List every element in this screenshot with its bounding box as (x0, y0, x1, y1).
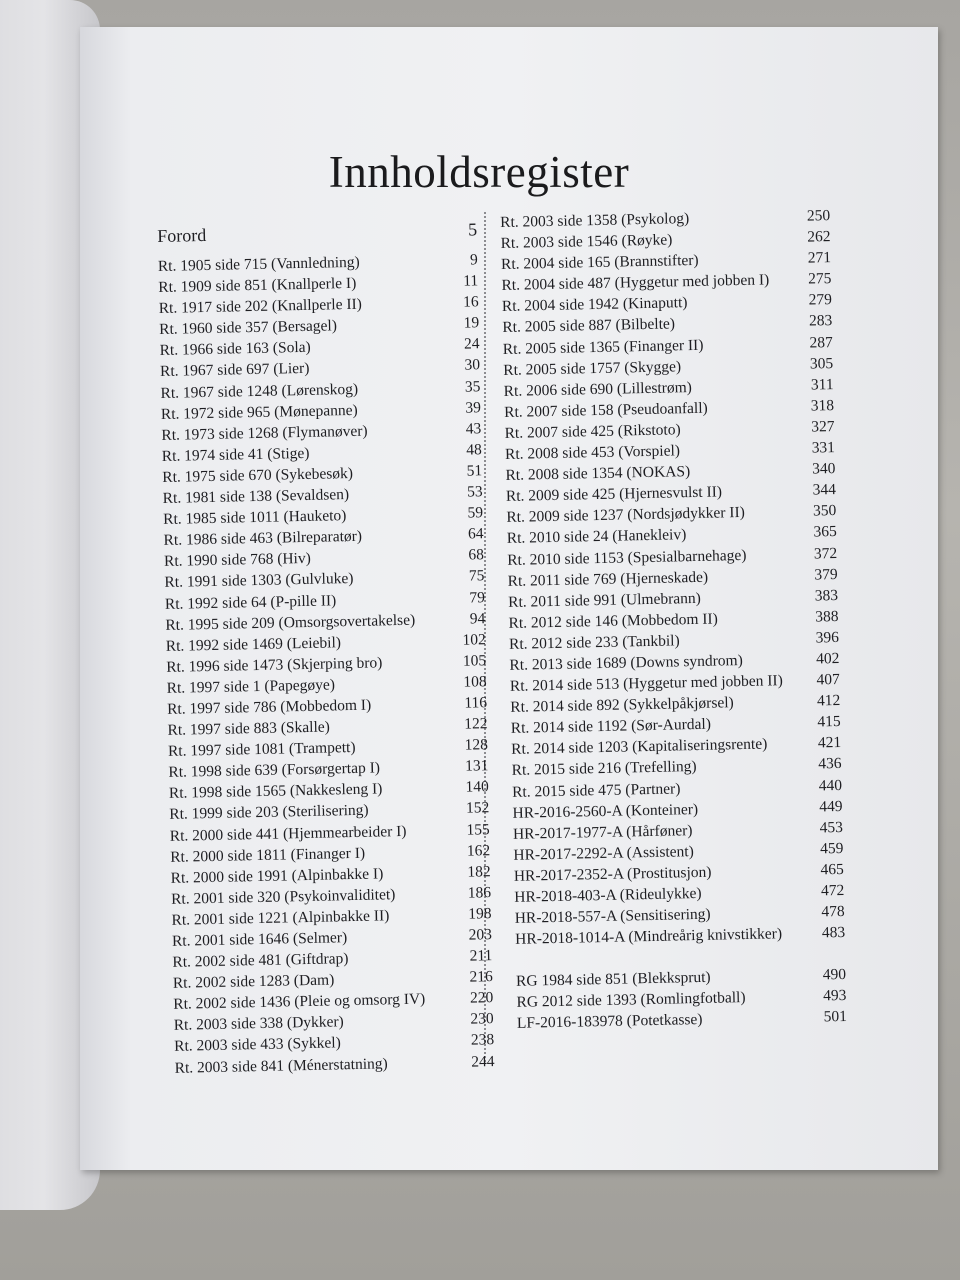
entry-title: Rt. 2003 side 338 (Dykker) (173, 1013, 344, 1035)
toc-right-column (500, 207, 847, 1036)
entry-title: Rt. 2008 side 453 (Vorspiel) (504, 442, 681, 463)
entry-page-number: 19 (463, 314, 480, 332)
entry-title: HR-2017-1977-A (Hårføner) (512, 821, 693, 843)
entry-title: Rt. 2000 side 1811 (Finanger I) (170, 844, 366, 866)
entry-page-number: 327 (811, 417, 835, 436)
entry-page-number: 182 (467, 862, 491, 881)
entry-page-number: 478 (821, 903, 845, 921)
entry-page-number: 421 (817, 734, 842, 752)
entry-title: Rt. 1997 side 883 (Skalle) (167, 718, 331, 739)
entry-page-number: 459 (819, 839, 844, 858)
entry-title: Rt. 2014 side 892 (Sykkelpåkjørsel) (510, 694, 734, 717)
entry-page-number: 318 (810, 396, 835, 415)
entry-page-number: 275 (808, 270, 832, 288)
entry-page-number: 152 (465, 799, 490, 818)
entry-title: Rt. 1966 side 163 (Sola) (159, 339, 311, 360)
entry-title: Rt. 2015 side 216 (Trefelling) (511, 758, 697, 780)
entry-page-number: 383 (814, 586, 839, 605)
entry-title: Rt. 1997 side 786 (Mobbedom I) (166, 696, 372, 718)
entry-page-number: 230 (470, 1010, 494, 1028)
entry-title: Rt. 1960 side 357 (Bersagel) (158, 317, 338, 339)
entry-title: Rt. 2003 side 433 (Sykkel) (174, 1034, 341, 1056)
entry-page-number: 128 (464, 736, 489, 754)
entry-title: Rt. 1975 side 670 (Sykebesøk) (162, 464, 354, 486)
entry-page-number: 493 (823, 987, 847, 1005)
entry-title: Rt. 1996 side 1473 (Skjerping bro) (166, 654, 383, 676)
page-title: Innholdsregister (328, 147, 630, 197)
entry-title: Rt. 1905 side 715 (Vannledning) (157, 253, 360, 275)
entry-title: Rt. 1973 side 1268 (Flymanøver) (161, 422, 368, 444)
entry-title: Rt. 1909 side 851 (Knallperle I) (158, 274, 357, 297)
entry-page-number: 287 (809, 333, 833, 352)
entry-title: Rt. 1967 side 1248 (Lørenskog) (160, 380, 359, 402)
entry-page-number: 198 (468, 905, 492, 923)
entry-title: Rt. 1999 side 203 (Sterilisering) (169, 802, 369, 824)
entry-title: Rt. 2004 side 487 (Hyggetur med jobben I) (501, 271, 770, 295)
entry-title: Rt. 2012 side 146 (Mobbedom II) (508, 610, 718, 632)
entry-page-number: 379 (814, 565, 838, 584)
entry-page-number: 39 (465, 398, 482, 417)
entry-page-number: 436 (818, 755, 842, 773)
entry-page-number: 440 (818, 776, 843, 794)
entry-page-number: 51 (466, 462, 483, 480)
entry-title: Rt. 2010 side 1153 (Spesialbarnehage) (507, 546, 747, 569)
entry-page-number: 453 (819, 818, 844, 837)
entry-title: Forord (157, 224, 207, 246)
entry-page-number: 79 (469, 588, 486, 607)
entry-title: Rt. 2007 side 158 (Pseudoanfall) (503, 399, 708, 421)
toc-left-column (157, 219, 495, 1080)
entry-page-number: 35 (464, 377, 481, 396)
entry-page-number: 102 (462, 630, 486, 649)
entry-title: Rt. 2002 side 1283 (Dam) (172, 971, 335, 993)
entry-title: HR-2018-557-A (Sensitisering) (514, 905, 711, 927)
entry-page-number: 283 (808, 312, 833, 331)
entry-title: HR-2017-2352-A (Prostitusjon) (513, 863, 712, 885)
entry-title: Rt. 2009 side 425 (Hjernesvulst II) (505, 483, 723, 506)
entry-title: Rt. 2002 side 481 (Giftdrap) (172, 950, 349, 971)
entry-title: Rt. 2014 side 513 (Hyggetur med jobben II) (509, 672, 783, 695)
entry-page-number: 48 (466, 441, 482, 459)
entry-page-number: 155 (466, 820, 490, 839)
entry-title: Rt. 1998 side 639 (Forsørgertap I) (168, 759, 381, 782)
entry-page-number: 501 (823, 1008, 848, 1026)
entry-title: Rt. 2007 side 425 (Rikstoto) (504, 421, 681, 442)
entry-title: Rt. 2015 side 475 (Partner) (511, 779, 681, 801)
entry-page-number: 311 (810, 375, 834, 394)
entry-title: Rt. 1985 side 1011 (Hauketo) (162, 507, 347, 529)
entry-page-number: 415 (817, 713, 841, 731)
entry-page-number: 131 (464, 757, 489, 775)
entry-page-number: 388 (815, 607, 839, 626)
entry-page-number: 238 (470, 1031, 495, 1050)
entry-page-number: 331 (811, 439, 836, 457)
entry-title: Rt. 2000 side 1991 (Alpinbakke I) (170, 865, 384, 887)
entry-page-number: 203 (468, 926, 493, 944)
entry-title: Rt. 2003 side 1546 (Røyke) (500, 231, 673, 253)
entry-title: Rt. 1992 side 64 (P-pille II) (164, 591, 337, 613)
entry-title: Rt. 2001 side 1221 (Alpinbakke II) (171, 907, 390, 929)
entry-page-number: 186 (467, 883, 492, 902)
entry-page-number: 407 (816, 671, 841, 689)
entry-page-number: 483 (821, 924, 846, 942)
entry-page-number: 64 (467, 525, 484, 543)
entry-title: Rt. 2005 side 1757 (Skygge) (503, 357, 682, 379)
entry-page-number: 271 (807, 249, 832, 267)
entry-title: Rt. 2005 side 1365 (Finanger II) (502, 336, 704, 358)
entry-page-number: 465 (820, 860, 844, 879)
entry-title: Rt. 1974 side 41 (Stige) (161, 444, 310, 465)
entry-title: LF-2016-183978 (Potetkasse) (516, 1011, 703, 1033)
entry-title: HR-2018-1014-A (Mindreårig knivstikker) (515, 925, 783, 949)
entry-title: Rt. 2005 side 887 (Bilbelte) (502, 315, 676, 337)
entry-page-number: 116 (464, 694, 488, 712)
entry-page-number: 11 (463, 272, 479, 290)
entry-title: RG 1984 side 851 (Blekksprut) (515, 969, 711, 991)
entry-page-number: 262 (807, 228, 831, 246)
entry-title: Rt. 1995 side 209 (Omsorgsovertakelse) (165, 611, 416, 634)
entry-page-number: 365 (813, 523, 837, 541)
entry-title: Rt. 1991 side 1303 (Gulvluke) (164, 570, 354, 592)
entry-title: Rt. 2003 side 1358 (Psykolog) (500, 210, 690, 231)
entry-page-number: 350 (812, 502, 837, 520)
entry-title: Rt. 1967 side 697 (Lier) (159, 360, 310, 381)
entry-title: HR-2018-403-A (Rideulykke) (514, 884, 702, 906)
entry-title: Rt. 1972 side 965 (Mønepanne) (160, 401, 358, 423)
entry-title: Rt. 2011 side 769 (Hjerneskade) (507, 568, 709, 590)
entry-title: Rt. 1990 side 768 (Hiv) (163, 550, 311, 571)
entry-page-number: 30 (464, 356, 481, 375)
entry-title: Rt. 2014 side 1192 (Sør-Aurdal) (510, 715, 712, 738)
entry-page-number: 340 (811, 460, 836, 478)
entry-title: HR-2016-2560-A (Konteiner) (512, 800, 699, 822)
entry-page-number: 344 (812, 481, 837, 499)
entry-title: Rt. 1997 side 1 (Papegøye) (166, 676, 336, 697)
entry-page-number: 68 (468, 546, 485, 564)
entry-title: Rt. 1917 side 202 (Knallperle II) (158, 295, 363, 318)
entry-page-number: 75 (468, 567, 485, 585)
entry-title: Rt. 2004 side 165 (Brannstifter) (500, 252, 699, 274)
entry-page-number: 140 (465, 778, 489, 797)
entry-page-number: 59 (467, 504, 484, 522)
entry-title: Rt. 2004 side 1942 (Kinaputt) (501, 294, 688, 316)
entry-title: RG 2012 side 1393 (Romlingfotball) (516, 989, 746, 1012)
entry-page-number: 490 (822, 966, 847, 984)
entry-page-number: 108 (463, 673, 487, 691)
entry-page-number: 211 (469, 947, 493, 965)
entry-title: Rt. 2008 side 1354 (NOKAS) (505, 463, 691, 485)
entry-page-number: 279 (808, 291, 833, 309)
entry-title: Rt. 2003 side 841 (Ménerstatning) (174, 1054, 388, 1077)
entry-page-number: 244 (471, 1052, 495, 1071)
entry-page-number: 94 (469, 609, 486, 628)
entry-title: Rt. 2013 side 1689 (Downs syndrom) (509, 651, 743, 674)
entry-page-number: 412 (816, 692, 841, 710)
entry-title: Rt. 2000 side 441 (Hjemmearbeider I) (169, 822, 407, 845)
entry-title: Rt. 2001 side 1646 (Selmer) (171, 929, 348, 950)
entry-title: Rt. 2011 side 991 (Ulmebrann) (507, 589, 701, 611)
entry-page-number: 250 (806, 207, 831, 225)
entry-title: Rt. 2014 side 1203 (Kapitaliseringsrente) (511, 735, 768, 759)
entry-page-number: 220 (469, 989, 494, 1007)
entry-page-number: 372 (813, 544, 838, 562)
entry-page-number: 216 (469, 968, 493, 986)
entry-page-number: 9 (469, 251, 478, 269)
entry-title: Rt. 2002 side 1436 (Pleie og omsorg IV) (173, 990, 426, 1014)
entry-title: Rt. 1981 side 138 (Sevaldsen) (162, 486, 350, 507)
entry-page-number: 449 (819, 797, 843, 816)
entry-page-number: 16 (462, 293, 479, 311)
entry-title: Rt. 2010 side 24 (Hanekleiv) (506, 526, 687, 548)
entry-title: Rt. 2009 side 1237 (Nordsjødykker II) (506, 504, 745, 527)
entry-page-number: 162 (466, 841, 491, 860)
entry-title: HR-2017-2292-A (Assistent) (513, 842, 694, 864)
entry-title: Rt. 2006 side 690 (Lillestrøm) (503, 378, 692, 400)
entry-title: Rt. 2012 side 233 (Tankbil) (508, 632, 680, 653)
entry-page-number: 43 (465, 420, 482, 438)
entry-title: Rt. 1986 side 463 (Bilreparatør) (163, 527, 363, 550)
entry-page-number: 122 (464, 715, 488, 733)
entry-title: Rt. 1992 side 1469 (Leiebil) (165, 633, 342, 655)
entry-page-number: 305 (809, 354, 834, 373)
entry-title: Rt. 1997 side 1081 (Trampett) (167, 739, 356, 761)
entry-page-number: 396 (815, 628, 840, 647)
entry-page-number: 402 (815, 649, 840, 668)
entry-page-number: 105 (462, 651, 487, 670)
entry-page-number: 5 (467, 219, 478, 240)
entry-page-number: 472 (820, 881, 845, 900)
entry-title: Rt. 1998 side 1565 (Nakkesleng I) (168, 780, 383, 803)
entry-title: Rt. 2001 side 320 (Psykoinvaliditet) (170, 885, 396, 908)
entry-page-number: 24 (463, 335, 480, 353)
entry-page-number: 53 (466, 483, 483, 501)
